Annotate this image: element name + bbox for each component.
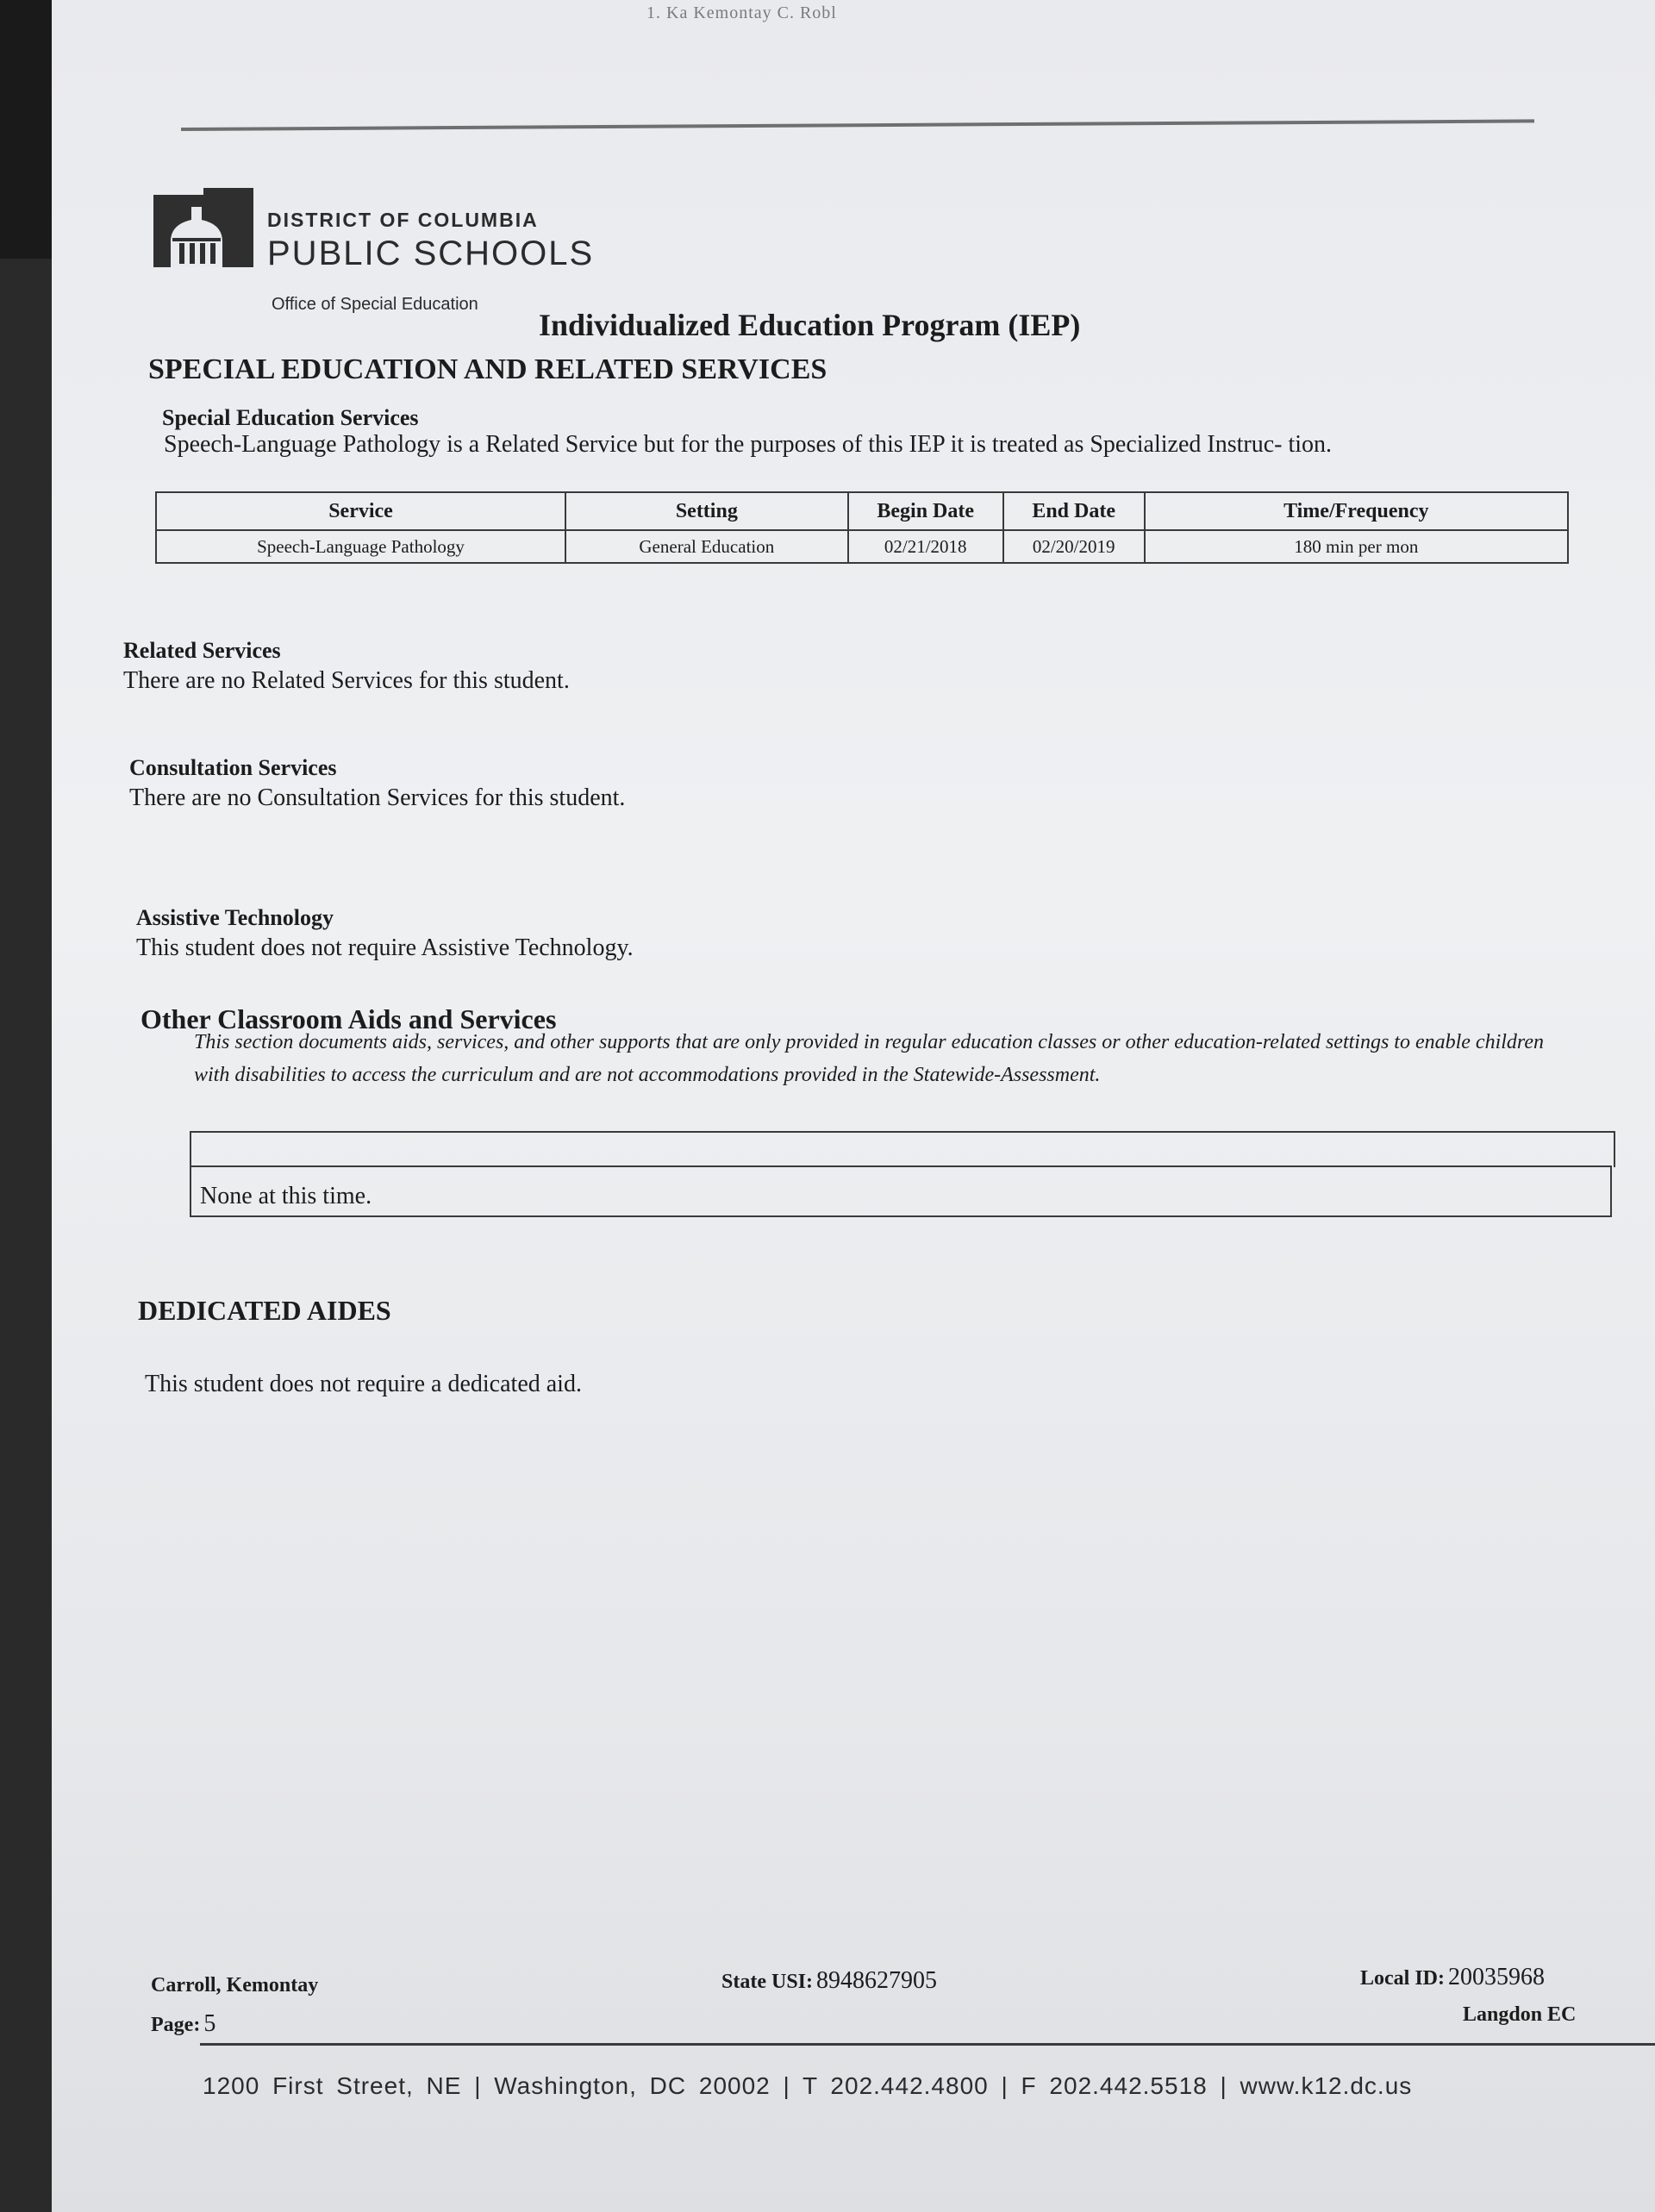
classroom-aids-heading: Other Classroom Aids and Services [141, 1003, 557, 1034]
document-title: Individualized Education Program (IEP) [539, 308, 1081, 342]
section-title: SPECIAL EDUCATION AND RELATED SERVICES [148, 353, 828, 385]
services-table [155, 491, 1569, 564]
handwritten-note: 1. Ka Kemontay C. Robl [646, 3, 837, 22]
cell-service: Speech-Language Pathology [156, 530, 565, 563]
dedicated-aides-text: This student does not require a dedicated aid. [145, 1371, 582, 1397]
col-end-date: End Date [1003, 492, 1145, 530]
cell-begin-date: 02/21/2018 [848, 530, 1003, 563]
local-id-label: Local ID: [1360, 1967, 1445, 1990]
local-id [1360, 1964, 1545, 1991]
logo-schools-text: PUBLIC SCHOOLS [267, 234, 595, 272]
top-divider [181, 119, 1534, 131]
table-header-row [156, 492, 1568, 530]
table-row [156, 530, 1568, 563]
classroom-aids-note: This section documents aids, services, and other supports that are only provided in regular education classes or other education-related settings to enable children with disabilities to access the curriculum and are not accommodations provided in the Statewide-Assessment. [194, 1031, 1545, 1086]
col-service: Service [156, 492, 565, 530]
document-page [52, 0, 1655, 2212]
col-setting: Setting [565, 492, 848, 530]
assistive-technology-heading: Assistive Technology [136, 905, 334, 930]
page-indicator [151, 2010, 215, 2038]
col-begin-date: Begin Date [848, 492, 1003, 530]
special-ed-note: Speech-Language Pathology is a Related Service but for the purposes of this IEP it is treated as Specialized Instruc- tion. [164, 431, 1333, 458]
consultation-text: There are no Consultation Services for this student. [129, 784, 626, 811]
school-name: Langdon EC [1463, 2003, 1577, 2026]
classroom-aids-value: None at this time. [190, 1165, 1612, 1217]
special-ed-heading: Special Education Services [162, 405, 419, 430]
office-name: Office of Special Education [272, 295, 478, 314]
cell-end-date: 02/20/2019 [1003, 530, 1145, 563]
footer-divider [200, 2043, 1655, 2046]
footer-address: 1200 First Street, NE | Washington, DC 20002 | T 202.442.4800 | F 202.442.5518 | www.k12.dc.us [203, 2072, 1413, 2099]
page-label: Page: [151, 2014, 201, 2036]
logo-district-text: DISTRICT OF COLUMBIA [267, 209, 539, 231]
classroom-aids-box-header [190, 1131, 1615, 1167]
related-services-text: There are no Related Services for this student. [123, 667, 570, 694]
cell-setting: General Education [565, 530, 848, 563]
local-id-value: 20035968 [1448, 1964, 1545, 1990]
col-time-frequency: Time/Frequency [1145, 492, 1568, 530]
consultation-heading: Consultation Services [129, 755, 337, 780]
state-usi [721, 1967, 937, 1995]
assistive-technology-text: This student does not require Assistive Technology. [136, 934, 634, 961]
related-services-heading: Related Services [123, 638, 281, 663]
dedicated-aides-heading: DEDICATED AIDES [138, 1295, 391, 1326]
cell-time-frequency: 180 min per mon [1145, 530, 1568, 563]
usi-value: 8948627905 [816, 1967, 937, 1994]
dcps-capitol-logo-icon [153, 188, 253, 267]
usi-label: State USI: [721, 1971, 813, 1993]
page-number: 5 [203, 2010, 216, 2037]
student-name: Carroll, Kemontay [151, 1974, 319, 1996]
